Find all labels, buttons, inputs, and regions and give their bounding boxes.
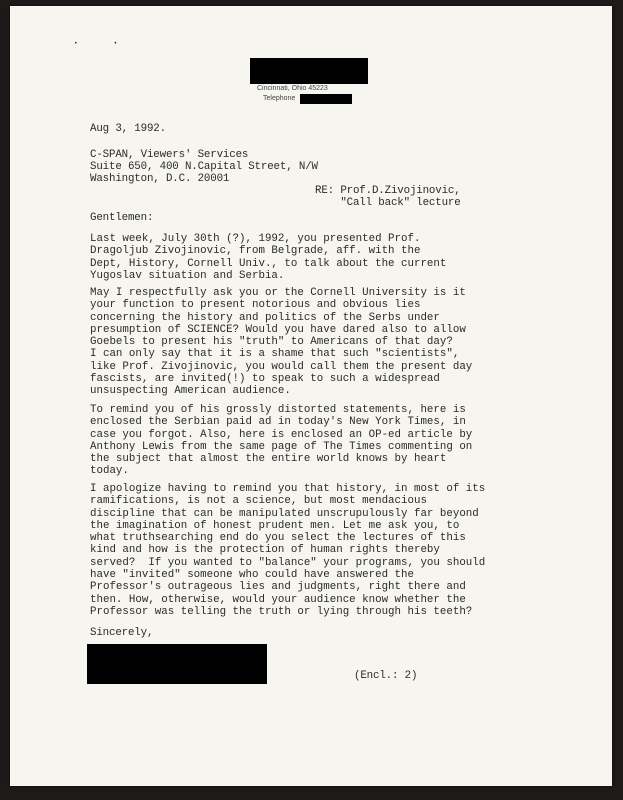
text-line: the subject that almost the entire world knows by heart xyxy=(90,453,447,466)
subject-line: "Call back" lecture xyxy=(315,197,461,209)
paper-specks: •• xyxy=(74,40,154,47)
letterhead-telephone-label: Telephone xyxy=(263,95,296,102)
text-line: concerning the history and politics of the Serbs under xyxy=(90,311,440,324)
redacted-letterhead-name xyxy=(250,58,368,84)
text-line: your function to present notorious and obvious lies xyxy=(90,299,421,312)
text-line: Dragoljub Zivojinovic, from Belgrade, aff. with the xyxy=(90,245,421,258)
recipient-line: Washington, D.C. 20001 xyxy=(90,173,230,185)
closing: Sincerely, xyxy=(90,627,154,639)
text-line: today. xyxy=(90,465,129,478)
text-line: May I respectfully ask you or the Cornell University is it xyxy=(90,287,466,299)
text-line: what truthsearching end do you select the lectures of this xyxy=(90,532,466,545)
enclosure-note: (Encl.: 2) xyxy=(354,670,418,682)
text-line: enclosed the Serbian paid ad in today's New York Times, in xyxy=(90,416,466,429)
text-line: have "invited" someone who could have answered the xyxy=(90,569,414,582)
text-line: Professor was telling the truth or lying through his teeth? xyxy=(90,605,473,618)
text-line: the imagination of honest prudent men. Let me ask you, to xyxy=(90,519,460,532)
letter-page xyxy=(10,6,612,786)
letter-date: Aug 3, 1992. xyxy=(90,123,166,135)
subject-line: RE: Prof.D.Zivojinovic, xyxy=(315,185,461,197)
text-line: ramifications, is not a science, but most mendacious xyxy=(90,495,427,508)
paragraph-2 xyxy=(90,287,550,398)
text-line: discipline that can be manipulated unscrupulously far beyond xyxy=(90,507,479,520)
text-line: Anthony Lewis from the same page of The Times commenting on xyxy=(90,440,473,453)
recipient-line: Suite 650, 400 N.Capital Street, N/W xyxy=(90,161,318,173)
text-line: like Prof. Zivojinovic, you would call them the present day xyxy=(90,360,473,373)
text-line: served? If you wanted to "balance" your programs, you should xyxy=(90,556,486,569)
paragraph-3 xyxy=(90,404,550,478)
redacted-telephone xyxy=(300,94,352,104)
text-line: presumption of SCIENCE? Would you have dared also to allow xyxy=(90,323,466,336)
paragraph-4 xyxy=(90,483,550,618)
text-line: Dept, History, Cornell Univ., to talk about the current xyxy=(90,257,447,270)
text-line: unsuspecting American audience. xyxy=(90,385,291,398)
text-line: kind and how is the protection of human rights thereby xyxy=(90,544,440,557)
text-line: I can only say that it is a shame that such "scientists", xyxy=(90,348,460,361)
text-line: Yugoslav situation and Serbia. xyxy=(90,269,285,282)
text-line: I apologize having to remind you that history, in most of its xyxy=(90,483,486,495)
text-line: Goebels to present his "truth" to Americans of that day? xyxy=(90,336,453,349)
text-line: To remind you of his grossly distorted statements, here is xyxy=(90,404,466,416)
redacted-signature xyxy=(87,644,267,684)
text-line: fascists, are invited(!) to speak to such a widespread xyxy=(90,373,440,386)
text-line: case you forgot. Also, here is enclosed an OP-ed article by xyxy=(90,428,473,441)
letterhead-city: Cincinnati, Ohio 45223 xyxy=(257,85,328,92)
text-line: Professor's outrageous lies and judgments, right there and xyxy=(90,581,466,594)
text-line: Last week, July 30th (?), 1992, you presented Prof. xyxy=(90,233,421,245)
salutation: Gentlemen: xyxy=(90,212,154,224)
text-line: then. How, otherwise, would your audience know whether the xyxy=(90,593,466,606)
paragraph-1 xyxy=(90,233,550,282)
recipient-line: C-SPAN, Viewers' Services xyxy=(90,149,249,161)
